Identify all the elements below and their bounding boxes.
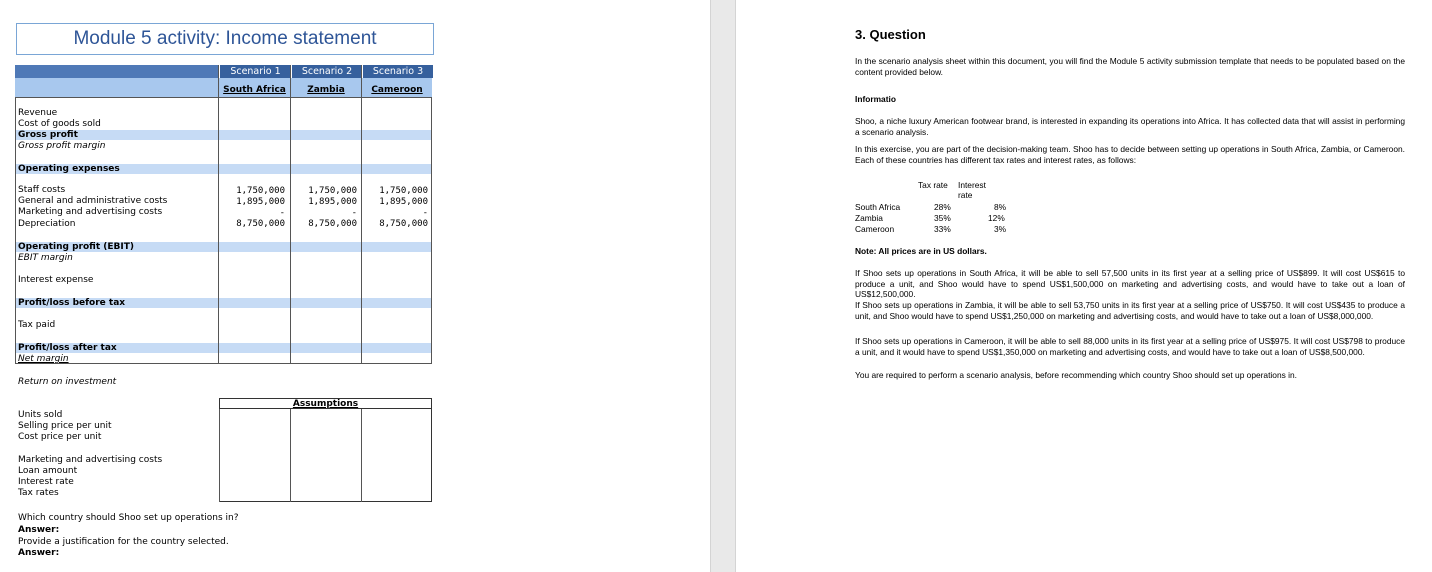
row-ebit: Operating profit (EBIT) [18, 242, 134, 252]
value-cell[interactable]: 1,750,000 [308, 186, 357, 196]
value-cell[interactable]: - [279, 208, 285, 218]
assump-cost: Cost price per unit [18, 432, 102, 442]
scenario-1-header[interactable]: Scenario 1 [219, 65, 291, 78]
row-pat: Profit/loss after tax [18, 343, 117, 353]
row-roi: Return on investment [18, 377, 117, 387]
paragraph-2: In this exercise, you are part of the decision-making team. Shoo has to decide between setting up operations in South Africa, Zambia, or Cameroon. Each of these countries has different tax rates and interest rates, as follows: [855, 144, 1405, 165]
value-cell[interactable]: 8,750,000 [236, 219, 285, 229]
assump-marketing: Marketing and advertising costs [18, 455, 163, 465]
scenario-1-text: If Shoo sets up operations in South Africa, it will be able to sell 57,500 units in its first year at a selling price of US$899. It will cost US$615 to produce a unit, and Shoo would have to spend US$1,500,000 on marketing and advertising costs, and would have to take out a loan of US$12,500,000. [855, 268, 1405, 299]
scenario-2-header[interactable]: Scenario 2 [291, 65, 362, 78]
row-pbt: Profit/loss before tax [18, 298, 126, 308]
closing-text: You are required to perform a scenario analysis, before recommending which country Shoo should set up operations in. [855, 370, 1297, 380]
rates-country: Cameroon [855, 224, 895, 234]
paragraph-1: Shoo, a niche luxury American footwear brand, is interested in expanding its operations into Africa. It has collected data that will assist in performing a scenario analysis. [855, 116, 1405, 137]
value-cell[interactable]: - [351, 208, 357, 218]
question-heading: 3. Question [855, 27, 926, 42]
row-ebit-margin: EBIT margin [18, 253, 73, 263]
row-marketing: Marketing and advertising costs [18, 207, 163, 217]
assumptions-table [219, 398, 432, 502]
col-divider [290, 408, 291, 502]
answer-1-label[interactable]: Answer: [18, 525, 60, 535]
question-2: Provide a justification for the country selected. [18, 537, 229, 547]
row-tax-paid: Tax paid [18, 320, 56, 330]
value-cell[interactable]: 8,750,000 [379, 219, 428, 229]
value-cell[interactable]: 8,750,000 [308, 219, 357, 229]
value-cell[interactable]: 1,895,000 [236, 197, 285, 207]
info-heading: Informatio [855, 94, 896, 104]
assump-units: Units sold [18, 410, 63, 420]
rates-interest: 12% [988, 213, 1005, 223]
row-staff-costs: Staff costs [18, 185, 66, 195]
note: Note: All prices are in US dollars. [855, 246, 987, 256]
value-cell[interactable]: 1,895,000 [379, 197, 428, 207]
rates-col-tax: Tax rate [918, 180, 948, 190]
title-box [16, 23, 434, 55]
col-divider [219, 408, 220, 502]
answer-2-label[interactable]: Answer: [18, 548, 60, 558]
scenario-3-header[interactable]: Scenario 3 [362, 65, 433, 78]
row-gross-profit: Gross profit [18, 130, 78, 140]
country-south-africa: South Africa [223, 85, 286, 95]
assump-loan: Loan amount [18, 466, 78, 476]
row-general-admin: General and administrative costs [18, 196, 168, 206]
row-depreciation: Depreciation [18, 219, 76, 229]
row-operating-expenses: Operating expenses [18, 164, 120, 174]
page-title: Module 5 activity: Income statement [73, 28, 377, 49]
col-divider [361, 408, 362, 502]
value-cell[interactable]: 1,750,000 [379, 186, 428, 196]
question-1: Which country should Shoo set up operations in? [18, 513, 239, 523]
value-cell[interactable]: 1,895,000 [308, 197, 357, 207]
intro-paragraph: In the scenario analysis sheet within this document, you will find the Module 5 activity submission template that needs to be populated based on the content provided below. [855, 56, 1405, 77]
page-gutter [710, 0, 736, 572]
rates-country: Zambia [855, 213, 883, 223]
rates-col-interest-2: rate [958, 190, 973, 200]
country-cameroon: Cameroon [371, 85, 423, 95]
rates-tax: 28% [934, 202, 951, 212]
row-gross-margin: Gross profit margin [18, 141, 106, 151]
rates-tax: 33% [934, 224, 951, 234]
row-interest-expense: Interest expense [18, 275, 94, 285]
assump-price: Selling price per unit [18, 421, 112, 431]
rates-interest: 3% [994, 224, 1007, 234]
rates-tax: 35% [934, 213, 951, 223]
country-zambia: Zambia [307, 85, 345, 95]
row-revenue: Revenue [18, 108, 58, 118]
rates-country: South Africa [855, 202, 901, 212]
assump-tax: Tax rates [18, 488, 59, 498]
row-cogs: Cost of goods sold [18, 119, 101, 129]
scenario-2-text: If Shoo sets up operations in Zambia, it will be able to sell 53,750 units in its first year at a selling price of US$750. It will cost US$435 to produce a unit, and Shoo would have to spend US$1,250,000 on marketing and advertising costs, and would have to take out a loan of US$8,000,000. [855, 300, 1405, 321]
rates-col-interest: Interest [958, 180, 986, 190]
value-cell[interactable]: - [422, 208, 428, 218]
value-cell[interactable]: 1,750,000 [236, 186, 285, 196]
row-net-margin: Net margin [18, 354, 69, 364]
rates-interest: 8% [994, 202, 1007, 212]
assumptions-title: Assumptions [292, 399, 359, 409]
scenario-3-text: If Shoo sets up operations in Cameroon, it will be able to sell 88,000 units in its first year at a selling price of US$975. It will cost US$798 to produce a unit, and it would have to spend US$1,350,000 on marketing and advertising costs, and would have to take out a loan of US$8,500,000. [855, 336, 1405, 357]
assump-rate: Interest rate [18, 477, 74, 487]
